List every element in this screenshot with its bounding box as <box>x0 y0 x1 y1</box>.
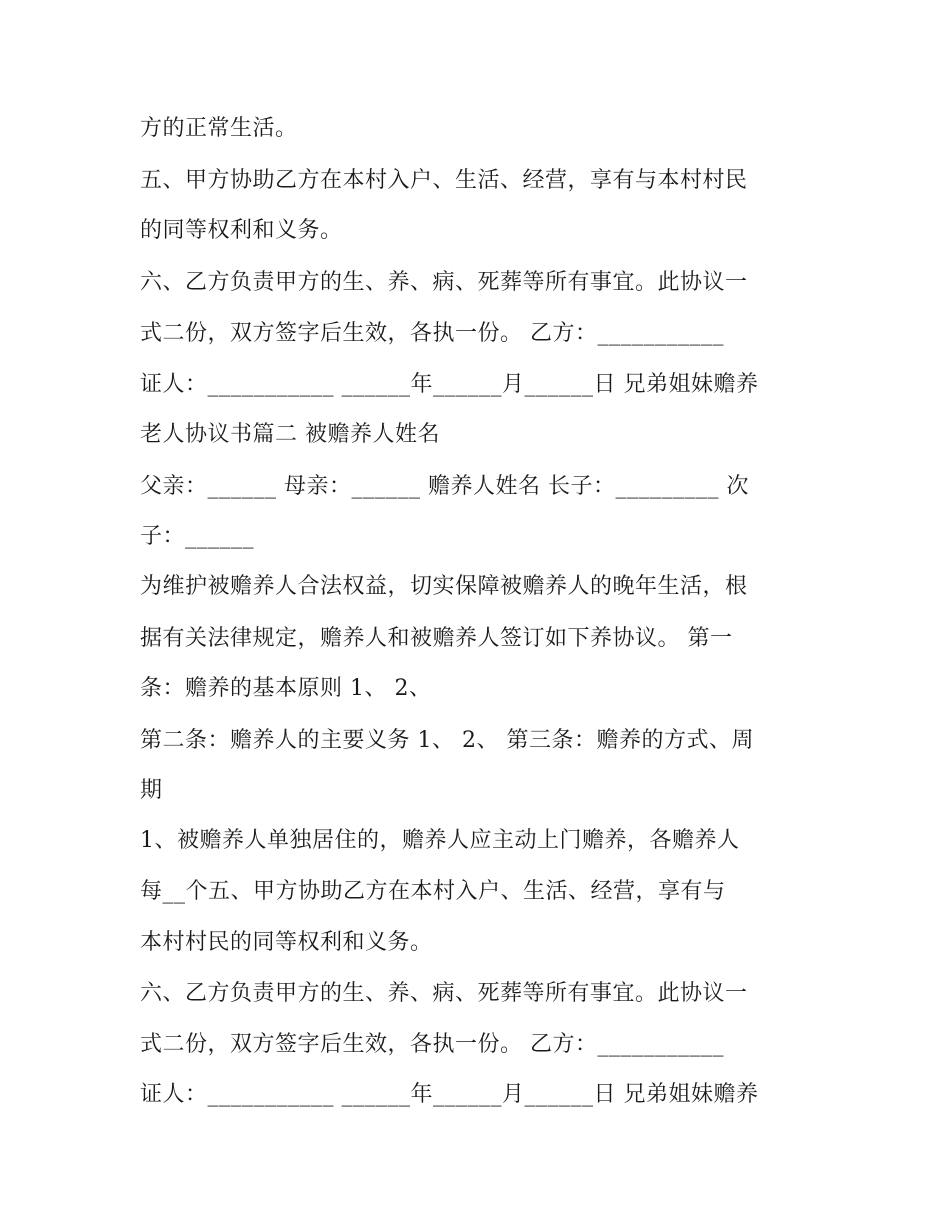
text-line: 的同等权利和义务。 <box>140 218 343 243</box>
text-line: 证人：___________ ______年______月______日 兄弟姐妹赡养 <box>140 372 759 397</box>
text-line: 每__个五、甲方协助乙方在本村入户、生活、经营，享有与 <box>140 879 726 904</box>
text-line: 子：______ <box>140 524 255 549</box>
text-line: 老人协议书篇二 被赡养人姓名 <box>140 422 440 447</box>
text-line: 为维护被赡养人合法权益，切实保障被赡养人的晚年生活，根 <box>140 574 748 599</box>
text-line: 式二份，双方签字后生效，各执一份。 乙方：___________ <box>140 321 724 346</box>
text-line: 第二条：赡养人的主要义务 1、 2、 第三条：赡养的方式、周 <box>140 728 754 753</box>
text-line: 父亲：______ 母亲：______ 赡养人姓名 长子：_________ 次 <box>140 474 749 499</box>
text-line: 1、被赡养人单独居住的，赡养人应主动上门赡养，各赡养人 <box>140 828 740 853</box>
text-line: 本村村民的同等权利和义务。 <box>140 930 433 955</box>
text-line: 六、乙方负责甲方的生、养、病、死葬等所有事宜。此协议一 <box>140 981 748 1006</box>
text-line: 证人：___________ ______年______月______日 兄弟姐妹赡养 <box>140 1082 759 1107</box>
text-line: 条：赡养的基本原则 1、 2、 <box>140 676 432 701</box>
text-line: 式二份，双方签字后生效，各执一份。 乙方：___________ <box>140 1032 724 1057</box>
text-line: 五、甲方协助乙方在本村入户、生活、经营，享有与本村村民 <box>140 168 748 193</box>
text-line: 据有关法律规定，赡养人和被赡养人签订如下养协议。 第一 <box>140 626 733 651</box>
text-line: 六、乙方负责甲方的生、养、病、死葬等所有事宜。此协议一 <box>140 270 748 295</box>
text-line: 方的正常生活。 <box>140 116 298 141</box>
text-line: 期 <box>140 778 163 803</box>
